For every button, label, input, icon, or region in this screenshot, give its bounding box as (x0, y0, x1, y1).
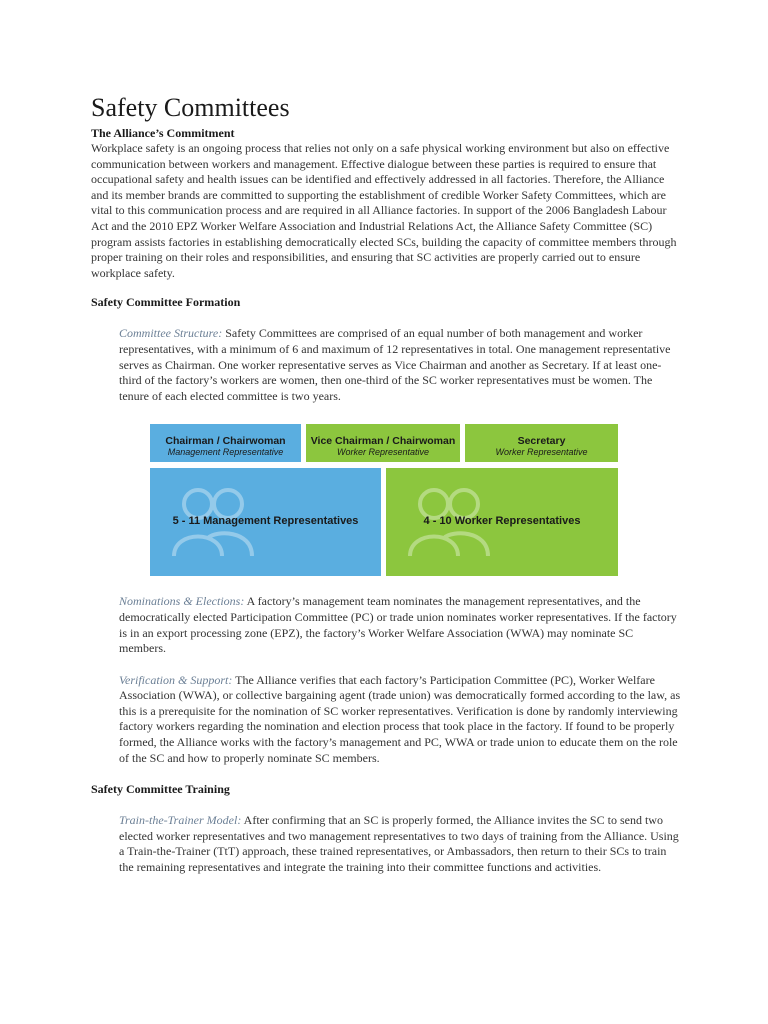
management-reps-label: 5 - 11 Management Representatives (172, 515, 359, 528)
vice-chairman-title: Vice Chairman / Chairwoman (310, 435, 456, 448)
document-content (91, 92, 681, 876)
chairman-subtitle: Management Representative (167, 447, 284, 458)
secretary-subtitle: Worker Representative (495, 447, 588, 458)
management-reps-box (150, 468, 381, 576)
train-the-trainer-lead: Train-the-Trainer Model: (119, 813, 242, 828)
train-the-trainer-paragraph (119, 813, 681, 875)
commitment-heading: The Alliance’s Commitment (91, 126, 235, 140)
commitment-paragraph: Workplace safety is an ongoing process that relies not only on a safe physical working environment but also on effective communication between workers and management. Effective dialogue between these parties is required to ensure that occupational safety and health issues can be identified and effectively addressed in all factories. Therefore, the Alliance and its member brands are committed to supporting the establishment of credible Worker Safety Committees, which are vital to this communication process and are required in all Alliance factories. In support of the 2006 Bangladesh Labour Act and the 2010 EPZ Worker Welfare Association and Industrial Relations Act, the Alliance Safety Committee (SC) program assists factories in establishing democratically elected SCs, building the capacity of committee members through proper training on their roles and responsibilities, and ensuring that SC activities are properly carried out to ensure workplace safety. (91, 141, 677, 280)
nominations-text: A factory’s management team nominates the management representatives, and the democratically elected Participation Committee (PC) or trade union nominates worker representatives. If the factory is in an export processing zone (EPZ), the factory’s Worker Welfare Association (WWA) may nominate SC members. (119, 594, 677, 656)
committee-structure-paragraph (119, 326, 681, 404)
committee-diagram (150, 424, 618, 576)
formation-heading: Safety Committee Formation (91, 295, 241, 310)
nominations-lead: Nominations & Elections: (119, 594, 245, 609)
committee-structure-text: Safety Committees are comprised of an equal number of both management and worker representatives, with a minimum of 6 and maximum of 12 representatives in total. One management representative serves as Chairman. One worker representative serves as Vice Chairman and another as Secretary. If at least one-third of the factory’s workers are women, then one-third of the SC worker representatives must be women. The tenure of each elected committee is two years. (119, 326, 671, 403)
chairman-title: Chairman / Chairwoman (165, 435, 286, 448)
training-heading: Safety Committee Training (91, 782, 230, 797)
vice-chairman-box (306, 424, 460, 462)
committee-structure-lead: Committee Structure: (119, 326, 223, 341)
vice-chairman-subtitle: Worker Representative (336, 447, 430, 458)
train-the-trainer-text: After confirming that an SC is properly formed, the Alliance invites the SC to send two elected worker representatives and two management representatives to two days of training from the Alliance. Using a Train-the-Trainer (TtT) approach, these trained representatives, or Ambassadors, then return to their SCs to train the remaining representatives and integrate the training into their committee functions and activities. (119, 813, 679, 875)
verification-lead: Verification & Support: (119, 672, 233, 687)
chairman-box (150, 424, 301, 462)
secretary-box (465, 424, 618, 462)
worker-reps-label: 4 - 10 Worker Representatives (423, 515, 581, 528)
page-title: Safety Committees (91, 93, 290, 122)
verification-text: The Alliance verifies that each factory’s Participation Committee (PC), Worker Welfare Association (WWA), or collective bargaining agent (trade union) was democratically formed according to the law, as this is a prerequisite for the nomination of SC worker representatives. Verification is done by randomly interviewing factory workers regarding the nomination and election process that took place in the factory. If found to be properly formed, the Alliance works with the factory’s management and PC, WWA or trade union to educate them on the role of the SC and how to properly nominate SC members. (119, 672, 681, 765)
worker-reps-box (386, 468, 618, 576)
nominations-paragraph (119, 594, 681, 656)
verification-paragraph (119, 673, 681, 767)
secretary-title: Secretary (517, 435, 566, 448)
